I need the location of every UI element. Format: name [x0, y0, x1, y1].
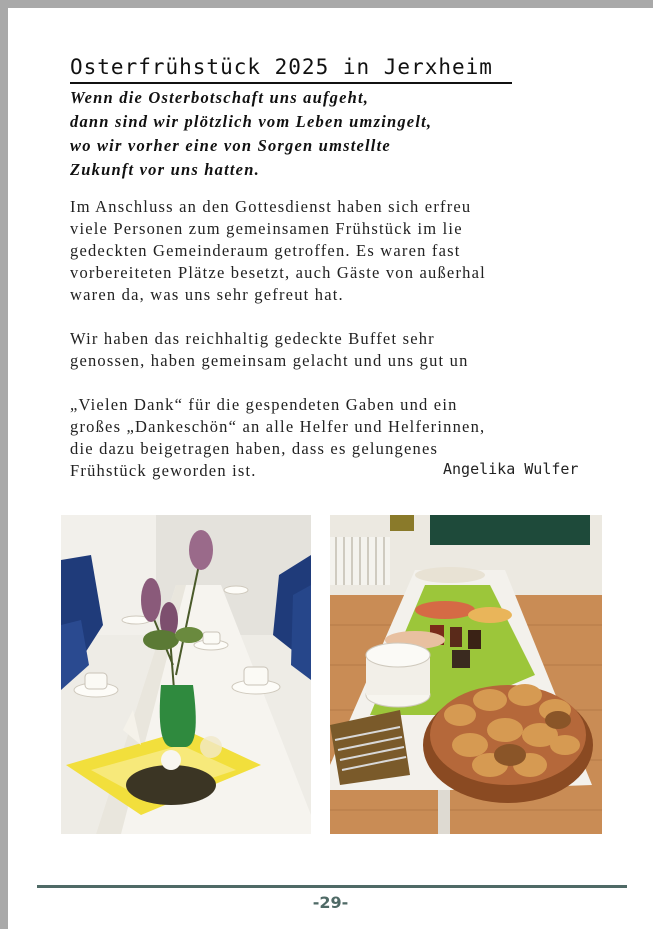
document-page [8, 8, 653, 929]
page-number: -29- [312, 893, 349, 912]
text-line: Wir haben das reichhaltig gedeckte Buffet sehr [70, 329, 435, 348]
breakfast-buffet-photo [330, 515, 602, 834]
motto-line: Zukunft vor uns hatten. [70, 160, 260, 179]
motto-quote [70, 86, 432, 182]
author-signature: Angelika Wulfer [443, 460, 579, 478]
article-body [70, 196, 610, 504]
text-line: die dazu beigetragen haben, dass es gelungenes [70, 439, 439, 458]
paragraph [70, 196, 610, 306]
motto-line: Wenn die Osterbotschaft uns aufgeht, [70, 88, 370, 107]
text-line: „Vielen Dank“ für die gespendeten Gaben und ein [70, 395, 458, 414]
buffet-illustration [330, 515, 602, 834]
paragraph [70, 328, 610, 372]
title-underline [70, 82, 512, 84]
text-line: Frühstück geworden ist. [70, 461, 257, 480]
text-line: gedeckten Gemeinderaum getroffen. Es waren fast [70, 241, 461, 260]
text-line: viele Personen zum gemeinsamen Frühstück im lie [70, 219, 463, 238]
text-line: großes „Dankeschön“ an alle Helfer und Helferinnen, [70, 417, 486, 436]
text-line: genossen, haben gemeinsam gelacht und uns gut un [70, 351, 469, 370]
text-line: vorbereiteten Plätze besetzt, auch Gäste von außerhal [70, 263, 486, 282]
text-line: Im Anschluss an den Gottesdienst haben sich erfreu [70, 197, 472, 216]
article-title: Osterfrühstück 2025 in Jerxheim [70, 55, 493, 79]
table-decoration-photo [61, 515, 311, 834]
table-decoration-illustration [61, 515, 311, 834]
footer-rule [37, 885, 627, 888]
text-line: waren da, was uns sehr gefreut hat. [70, 285, 344, 304]
motto-line: dann sind wir plötzlich vom Leben umzingelt, [70, 112, 433, 131]
motto-line: wo wir vorher eine von Sorgen umstellte [70, 136, 391, 155]
